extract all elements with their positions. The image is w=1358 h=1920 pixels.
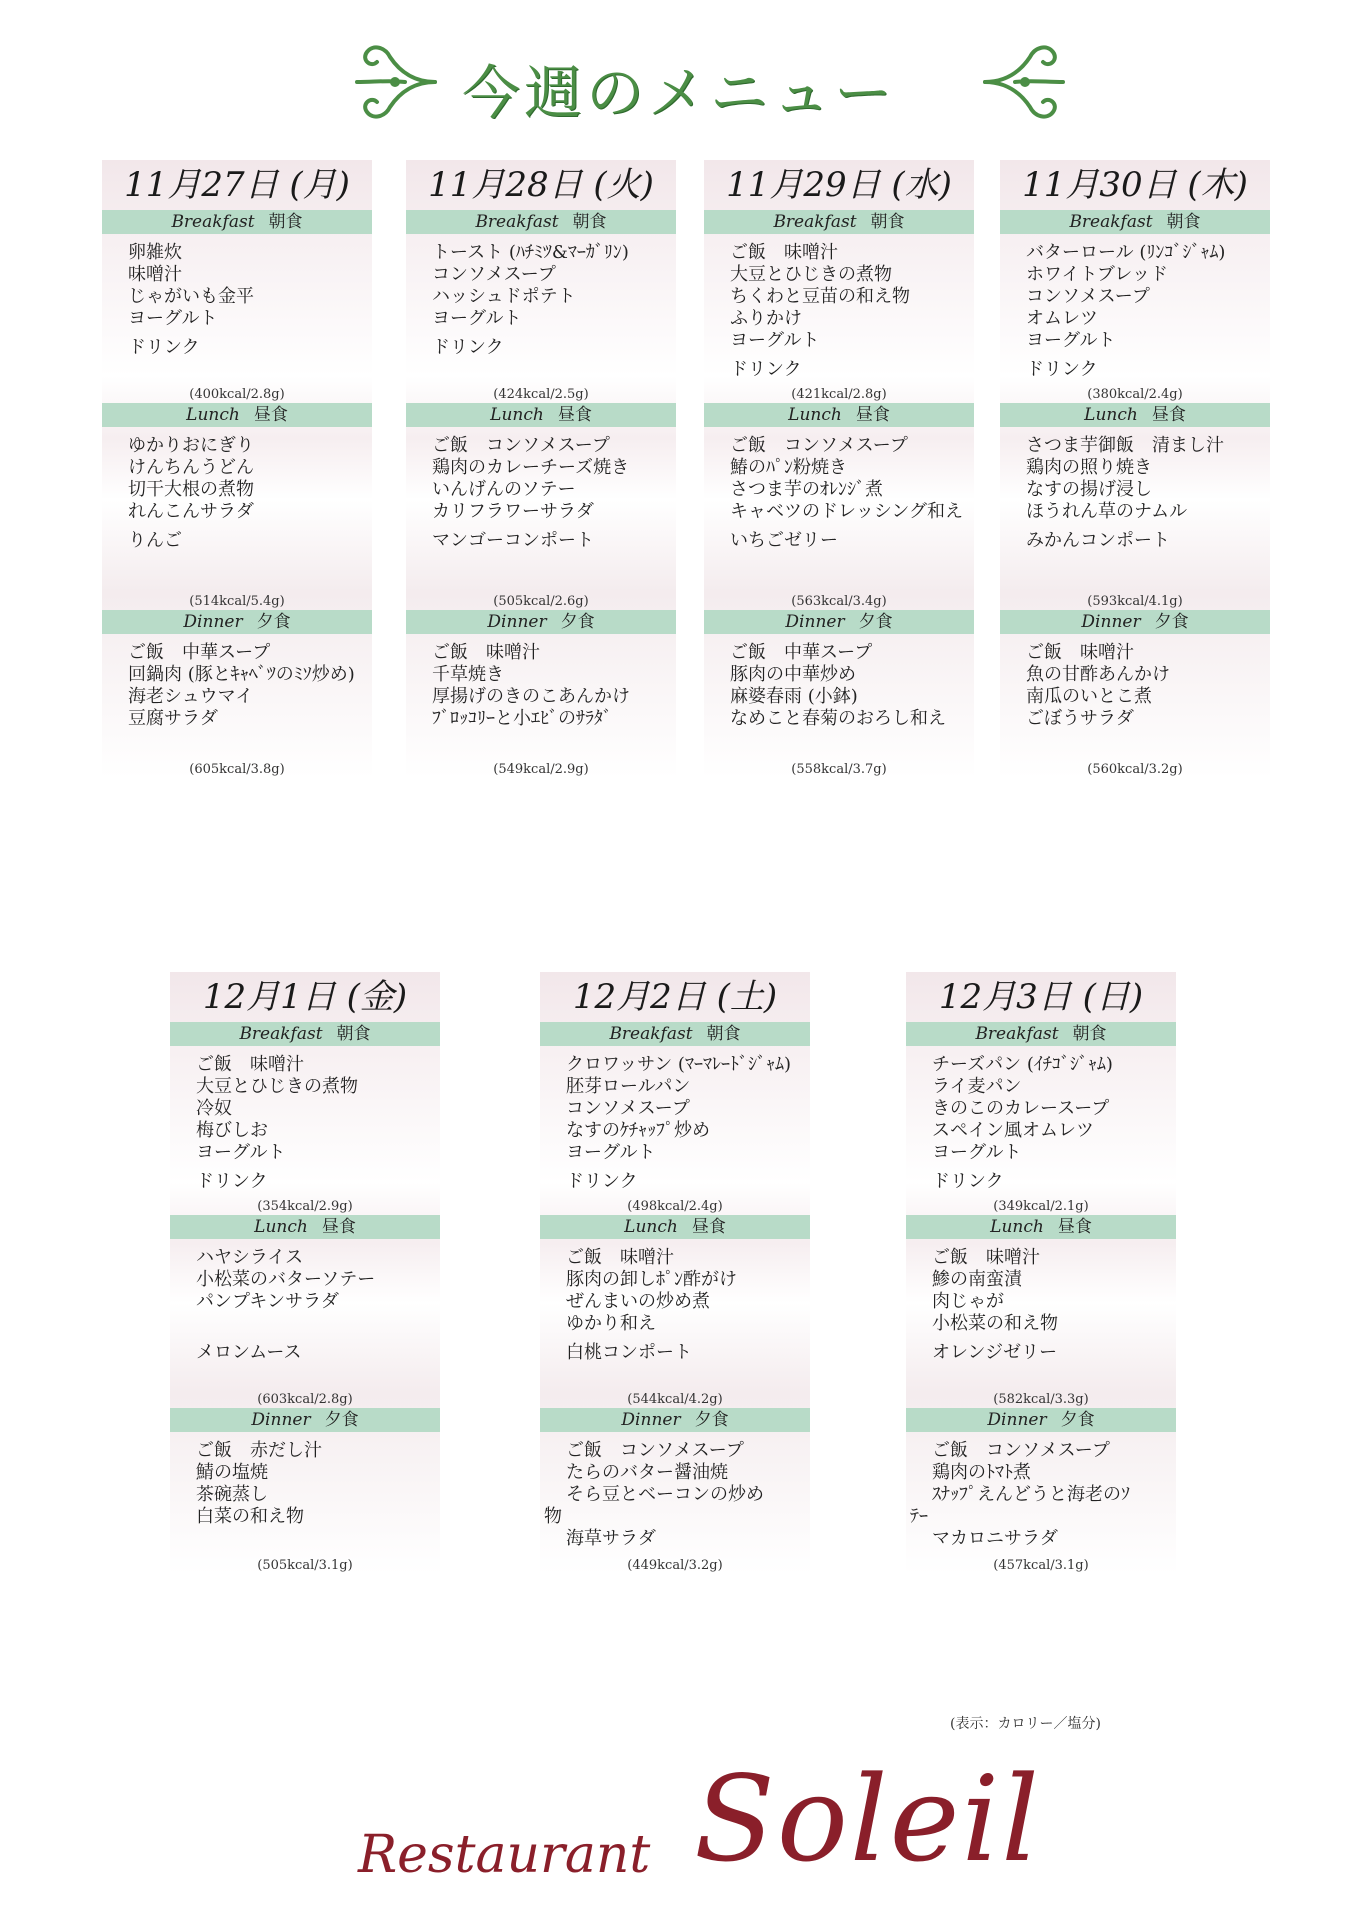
drink-item: ドリンク <box>196 1171 268 1192</box>
dinner-items: ご飯 中華スープ 豚肉の中華炒め 麻婆春雨 (小鉢) なめこと春菊のおろし和え <box>730 642 946 729</box>
calorie-info: (544kcal/4.2g) <box>627 1392 723 1407</box>
breakfast-items: トースト (ﾊﾁﾐﾂ&ﾏｰｶﾞﾘﾝ) コンソメスープ ハッシュドポテト ヨーグルト <box>432 242 629 329</box>
calorie-info: (449kcal/3.2g) <box>627 1558 723 1573</box>
lunch-header: Lunch 昼食 <box>540 1215 810 1239</box>
day-column <box>704 160 974 778</box>
dinner-items: ご飯 味噌汁 魚の甘酢あんかけ 南瓜のいとこ煮 ごぼうサラダ <box>1026 642 1170 729</box>
calorie-info: (457kcal/3.1g) <box>993 1558 1089 1573</box>
day-column <box>170 972 440 1574</box>
calorie-info: (400kcal/2.8g) <box>189 387 285 402</box>
dinner-header: Dinner 夕食 <box>540 1408 810 1432</box>
lunch-header: Lunch 昼食 <box>1000 403 1270 427</box>
calorie-info: (505kcal/3.1g) <box>257 1558 353 1573</box>
dinner-header: Dinner 夕食 <box>704 610 974 634</box>
lunch-items: ゆかりおにぎり けんちんうどん 切干大根の煮物 れんこんサラダ <box>128 435 254 522</box>
lunch-header: Lunch 昼食 <box>102 403 372 427</box>
calorie-info: (424kcal/2.5g) <box>493 387 589 402</box>
lunch-header: Lunch 昼食 <box>406 403 676 427</box>
dinner-items: ご飯 味噌汁 千草焼き 厚揚げのきのこあんかけ ﾌﾞﾛｯｺﾘｰと小ｴﾋﾞのｻﾗﾀﾞ <box>432 642 630 729</box>
drink-item: ドリンク <box>566 1171 638 1192</box>
day-column <box>1000 160 1270 778</box>
dinner-items: ご飯 中華スープ 回鍋肉 (豚とｷｬﾍﾞﾂのﾐｿ炒め) 海老シュウマイ 豆腐サラダ <box>128 642 355 729</box>
breakfast-header: Breakfast 朝食 <box>906 1022 1176 1046</box>
calorie-info: (603kcal/2.8g) <box>257 1392 353 1407</box>
day-date: 11月28日 (火) <box>428 165 654 205</box>
day-date: 12月1日 (金) <box>202 977 408 1017</box>
calorie-info: (505kcal/2.6g) <box>493 594 589 609</box>
day-column <box>102 160 372 778</box>
breakfast-header: Breakfast 朝食 <box>102 210 372 234</box>
lunch-dessert: みかんコンポート <box>1026 530 1170 551</box>
lunch-items: さつま芋御飯 清まし汁 鶏肉の照り焼き なすの揚げ浸し ほうれん草のナムル <box>1026 435 1224 522</box>
lunch-header: Lunch 昼食 <box>906 1215 1176 1239</box>
lunch-items: ご飯 コンソメスープ 鰆のﾊﾟﾝ粉焼き さつま芋のｵﾚﾝｼﾞ煮 キャベツのドレッシング和え <box>730 435 964 522</box>
restaurant-label: Restaurant <box>358 1825 651 1885</box>
drink-item: ドリンク <box>1026 359 1098 380</box>
breakfast-items: チーズパン (ｲﾁｺﾞｼﾞｬﾑ) ライ麦パン きのこのカレースープ スペイン風オムレツ ヨーグルト <box>932 1054 1113 1163</box>
calorie-info: (498kcal/2.4g) <box>627 1199 723 1214</box>
right-flourish-ornament <box>975 32 1075 132</box>
breakfast-header: Breakfast 朝食 <box>704 210 974 234</box>
dinner-items: ご飯 コンソメスープ たらのバター醤油焼 そら豆とベーコンの炒め 物 海草サラダ <box>544 1440 764 1549</box>
breakfast-header: Breakfast 朝食 <box>170 1022 440 1046</box>
calorie-info: (380kcal/2.4g) <box>1087 387 1183 402</box>
lunch-dessert: オレンジゼリー <box>932 1342 1058 1363</box>
breakfast-header: Breakfast 朝食 <box>1000 210 1270 234</box>
dinner-header: Dinner 夕食 <box>1000 610 1270 634</box>
lunch-dessert: いちごゼリー <box>730 530 838 551</box>
lunch-dessert: りんご <box>128 530 182 551</box>
breakfast-items: 卵雑炊 味噌汁 じゃがいも金平 ヨーグルト <box>128 242 254 329</box>
drink-item: ドリンク <box>128 337 200 358</box>
drink-item: ドリンク <box>932 1171 1004 1192</box>
dinner-header: Dinner 夕食 <box>102 610 372 634</box>
calorie-info: (605kcal/3.8g) <box>189 762 285 777</box>
day-date: 12月2日 (土) <box>572 977 778 1017</box>
calorie-info: (560kcal/3.2g) <box>1087 762 1183 777</box>
calorie-info: (582kcal/3.3g) <box>993 1392 1089 1407</box>
lunch-dessert: 白桃コンポート <box>566 1342 692 1363</box>
calorie-info: (514kcal/5.4g) <box>189 594 285 609</box>
breakfast-header: Breakfast 朝食 <box>406 210 676 234</box>
dinner-header: Dinner 夕食 <box>406 610 676 634</box>
day-date: 12月3日 (日) <box>938 977 1144 1017</box>
calorie-info: (593kcal/4.1g) <box>1087 594 1183 609</box>
breakfast-items: ご飯 味噌汁 大豆とひじきの煮物 冷奴 梅びしお ヨーグルト <box>196 1054 358 1163</box>
day-column <box>906 972 1176 1574</box>
calorie-info: (349kcal/2.1g) <box>993 1199 1089 1214</box>
legend-note: (表示：カロリー／塩分) <box>950 1716 1101 1732</box>
lunch-dessert: メロンムース <box>196 1342 302 1363</box>
breakfast-items: クロワッサン (ﾏｰﾏﾚｰﾄﾞｼﾞｬﾑ) 胚芽ロールパン コンソメスープ なすのｹﾁｬｯﾌﾟ炒め ヨーグルト <box>566 1054 791 1163</box>
calorie-info: (421kcal/2.8g) <box>791 387 887 402</box>
lunch-header: Lunch 昼食 <box>170 1215 440 1239</box>
dinner-header: Dinner 夕食 <box>170 1408 440 1432</box>
dinner-items: ご飯 コンソメスープ 鶏肉のﾄﾏﾄ煮 ｽﾅｯﾌﾟえんどうと海老のｿ ﾃｰ マカロニサラダ <box>910 1440 1130 1549</box>
lunch-items: ご飯 味噌汁 豚肉の卸しﾎﾟﾝ酢がけ ぜんまいの炒め煮 ゆかり和え <box>566 1247 737 1334</box>
calorie-info: (563kcal/3.4g) <box>791 594 887 609</box>
lunch-items: ご飯 味噌汁 鯵の南蛮漬 肉じゃが 小松菜の和え物 <box>932 1247 1058 1334</box>
dinner-items: ご飯 赤だし汁 鯖の塩焼 茶碗蒸し 白菜の和え物 <box>196 1440 322 1527</box>
restaurant-name: Soleil <box>694 1750 1041 1888</box>
lunch-dessert: マンゴーコンポート <box>432 530 594 551</box>
drink-item: ドリンク <box>432 337 504 358</box>
day-date: 11月29日 (水) <box>726 165 952 205</box>
page-title: 今週のメニュー <box>461 59 896 127</box>
dinner-header: Dinner 夕食 <box>906 1408 1176 1432</box>
lunch-items: ハヤシライス 小松菜のバターソテー パンプキンサラダ <box>196 1247 376 1312</box>
calorie-info: (549kcal/2.9g) <box>493 762 589 777</box>
drink-item: ドリンク <box>730 359 802 380</box>
lunch-header: Lunch 昼食 <box>704 403 974 427</box>
calorie-info: (354kcal/2.9g) <box>257 1199 353 1214</box>
breakfast-header: Breakfast 朝食 <box>540 1022 810 1046</box>
calorie-info: (558kcal/3.7g) <box>791 762 887 777</box>
day-date: 11月27日 (月) <box>124 165 350 205</box>
day-date: 11月30日 (木) <box>1022 165 1248 205</box>
breakfast-items: バターロール (ﾘﾝｺﾞｼﾞｬﾑ) ホワイトブレッド コンソメスープ オムレツ ヨーグルト <box>1026 242 1226 351</box>
lunch-items: ご飯 コンソメスープ 鶏肉のカレーチーズ焼き いんげんのソテー カリフラワーサラダ <box>432 435 630 522</box>
day-column <box>540 972 810 1574</box>
breakfast-items: ご飯 味噌汁 大豆とひじきの煮物 ちくわと豆苗の和え物 ふりかけ ヨーグルト <box>730 242 910 351</box>
restaurant-logo <box>0 1750 1358 1910</box>
day-column <box>406 160 676 778</box>
